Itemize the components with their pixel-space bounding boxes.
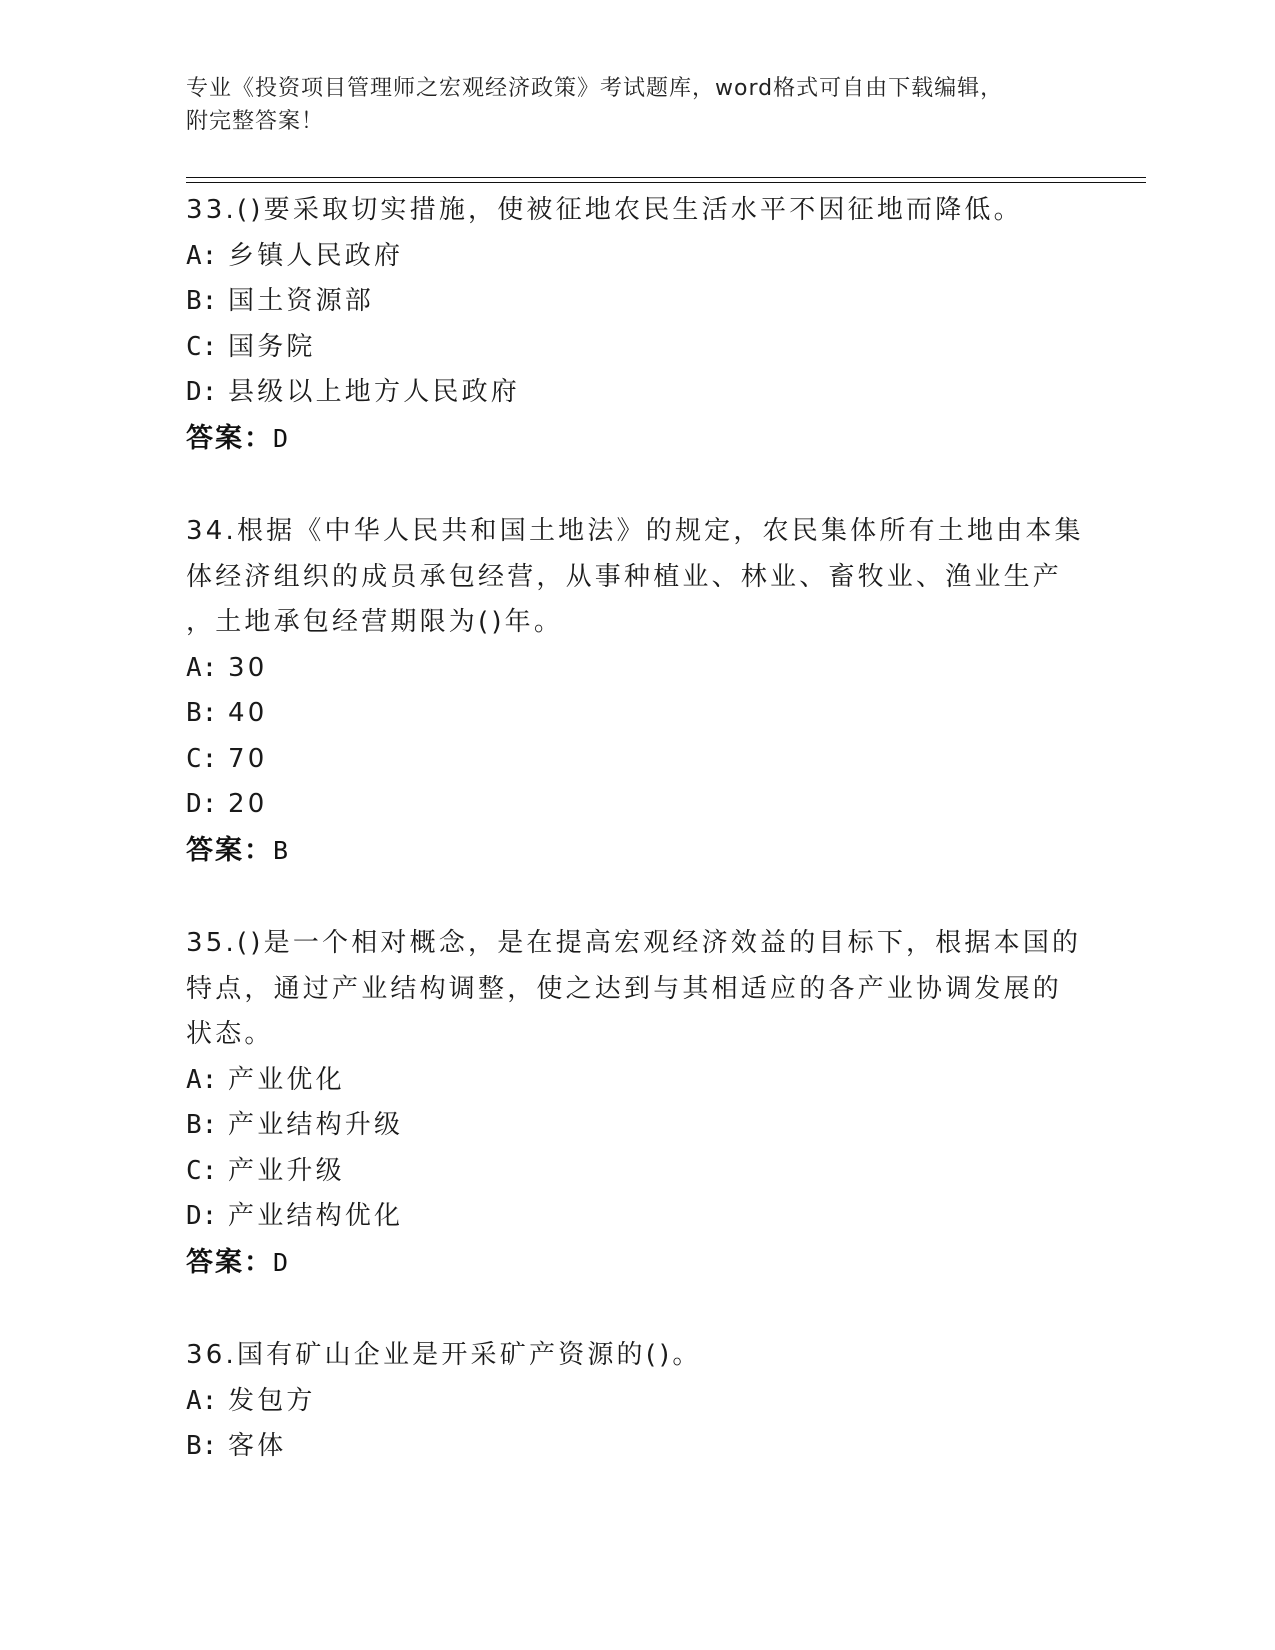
option-label: D: [186,1201,218,1231]
question-text [186,921,1086,1058]
option-d [186,782,1086,828]
option-text: 产业结构优化 [228,1201,404,1231]
answer-value: D [273,1247,289,1277]
option-b [186,691,1086,737]
option-b [186,1103,1086,1149]
answer-line [186,416,1086,462]
question-text-line: 35.()是一个相对概念，是在提高宏观经济效益的目标下，根据本国的 [186,928,1082,958]
option-label: D: [186,789,218,819]
option-text: 国务院 [228,331,316,362]
answer-value: D [273,423,289,453]
option-label: A: [186,1064,218,1095]
option-text: 客体 [228,1431,287,1461]
answer-value: B [273,835,289,865]
header-divider-top [186,177,1146,178]
option-a [186,1058,1086,1104]
option-a [186,646,1086,692]
option-text: 产业优化 [228,1064,345,1095]
answer-line [186,1240,1086,1286]
option-label: D: [186,377,218,407]
option-label: B: [186,698,218,728]
option-text: 产业结构升级 [228,1110,404,1140]
option-text: 70 [228,743,268,774]
option-label: A: [186,240,218,271]
answer-line [186,828,1086,874]
question-text: 33.()要采取切实措施，使被征地农民生活水平不因征地而降低。 [186,195,1023,225]
option-label: C: [186,743,218,774]
question-36 [186,1333,1086,1470]
option-label: B: [186,1431,218,1461]
header-line-2: 附完整答案！ [186,109,325,134]
option-text: 发包方 [228,1385,316,1416]
question-text-line: 体经济组织的成员承包经营，从事种植业、林业、畜牧业、渔业生产 [186,561,1063,592]
header-line-1: 专业《投资项目管理师之宏观经济政策》考试题库，word格式可自由下载编辑， [186,76,1004,101]
option-a [186,1379,1086,1425]
document-header [186,72,1086,138]
option-text: 40 [228,698,268,728]
question-35 [186,921,1086,1285]
question-text-line: ，土地承包经营期限为()年。 [186,607,564,637]
option-b [186,279,1086,325]
option-text: 产业升级 [228,1155,345,1186]
option-c [186,325,1086,371]
answer-label: 答案： [186,1246,273,1278]
option-a [186,234,1086,280]
question-text-line: 34.根据《中华人民共和国土地法》的规定，农民集体所有土地由本集 [186,516,1084,546]
option-d [186,1194,1086,1240]
question-list [186,188,1086,1518]
option-label: C: [186,331,218,362]
question-text-line: 状态。 [186,1019,274,1049]
question-text-line: 特点，通过产业结构调整，使之达到与其相适应的各产业协调发展的 [186,973,1063,1004]
option-c [186,1149,1086,1195]
answer-label: 答案： [186,422,273,454]
option-b [186,1424,1086,1470]
question-text [186,509,1086,646]
option-label: B: [186,1110,218,1140]
answer-label: 答案： [186,834,273,866]
option-text: 20 [228,789,268,819]
option-text: 县级以上地方人民政府 [228,377,521,407]
header-divider-bottom [186,182,1146,183]
question-text: 36.国有矿山企业是开采矿产资源的()。 [186,1340,702,1370]
option-text: 乡镇人民政府 [228,240,404,271]
question-34 [186,509,1086,873]
option-text: 30 [228,652,268,683]
option-c [186,737,1086,783]
option-d [186,370,1086,416]
option-label: A: [186,652,218,683]
option-label: A: [186,1385,218,1416]
option-label: B: [186,286,218,316]
option-label: C: [186,1155,218,1186]
question-33 [186,188,1086,461]
option-text: 国土资源部 [228,286,375,316]
